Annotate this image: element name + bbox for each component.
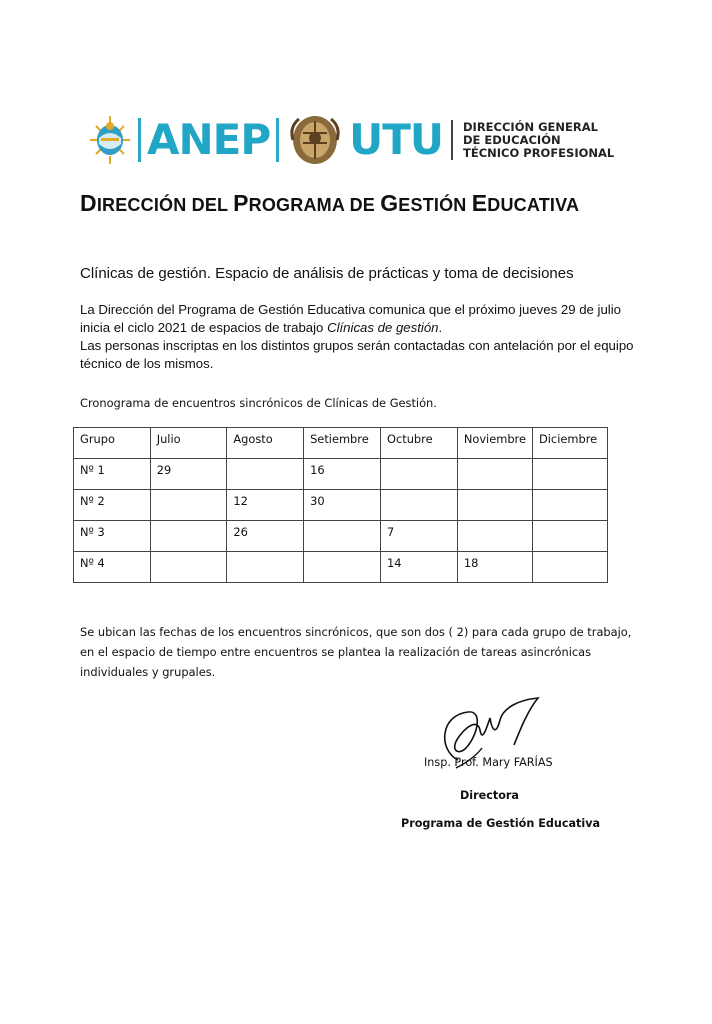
divider: [138, 118, 141, 162]
announcement-paragraph: [80, 301, 640, 373]
table-cell: [533, 552, 608, 583]
table-cell: 29: [150, 459, 227, 490]
dgetp-wordmark: [463, 121, 614, 160]
dgetp-line: TÉCNICO PROFESIONAL: [463, 145, 615, 160]
table-cell: [150, 552, 227, 583]
table-cell: [304, 552, 381, 583]
table-cell: [381, 490, 458, 521]
column-header: Noviembre: [457, 428, 532, 459]
column-header: Grupo: [74, 428, 151, 459]
table-cell: [533, 521, 608, 552]
title-initial: D: [80, 190, 97, 216]
signatory-role: Directora: [460, 789, 519, 802]
table-cell: Nº 2: [74, 490, 151, 521]
table-row: [74, 521, 608, 552]
divider: [276, 118, 279, 162]
announcement-text: .: [438, 320, 443, 335]
page-title: [80, 190, 579, 217]
dgetp-line: DE EDUCACIÓN: [463, 132, 561, 147]
table-cell: 26: [227, 521, 304, 552]
divider: [451, 120, 453, 160]
table-cell: 14: [381, 552, 458, 583]
column-header: Diciembre: [533, 428, 608, 459]
announcement-text: La Dirección del Programa de Gestión Educativa comunica que el próximo jueves 29 de julio inicia el ciclo 2021 de espacios de trabajo: [80, 302, 621, 335]
title-word: ROGRAMA DE: [248, 195, 381, 215]
table-cell: 18: [457, 552, 532, 583]
table-row: [74, 459, 608, 490]
anep-wordmark: ANEP: [147, 115, 271, 164]
table-cell: [227, 459, 304, 490]
title-initial: G: [380, 190, 399, 216]
title-word: IRECCIÓN DEL: [96, 195, 234, 215]
column-header: Setiembre: [304, 428, 381, 459]
table-row: [74, 490, 608, 521]
signatory-name: Insp. Prof. Mary FARÍAS: [424, 756, 553, 769]
table-cell: [533, 459, 608, 490]
title-word: ESTIÓN: [398, 195, 472, 215]
table-cell: [150, 490, 227, 521]
title-word: DUCATIVA: [487, 195, 580, 215]
table-cell: [381, 459, 458, 490]
title-initial: P: [233, 190, 249, 216]
table-cell: [150, 521, 227, 552]
table-cell: [457, 521, 532, 552]
table-cell: [457, 459, 532, 490]
note-paragraph: Se ubican las fechas de los encuentros sincrónicos, que son dos ( 2) para cada grupo de trabajo, en el espacio de tiempo entre encuentros se plantea la realización de tareas asincrónicas individuales y grupales.: [80, 625, 632, 679]
table-cell: [457, 490, 532, 521]
announcement-italic: Clínicas de gestión: [327, 320, 439, 335]
table-row: [74, 552, 608, 583]
uruguay-sun-emblem-icon: [88, 114, 132, 166]
column-header: Julio: [150, 428, 227, 459]
dgetp-line: DIRECCIÓN GENERAL: [463, 119, 598, 134]
table-cell: [304, 521, 381, 552]
signatory-program: Programa de Gestión Educativa: [401, 817, 601, 830]
table-header-row: [74, 428, 608, 459]
announcement-line: [80, 301, 640, 337]
table-cell: 7: [381, 521, 458, 552]
header-logo-bar: [88, 112, 648, 168]
subtitle: Clínicas de gestión. Espacio de análisis de prácticas y toma de decisiones: [80, 265, 574, 282]
table-cell: Nº 4: [74, 552, 151, 583]
schedule-caption: Cronograma de encuentros sincrónicos de Clínicas de Gestión.: [80, 396, 437, 410]
table-cell: 12: [227, 490, 304, 521]
table-cell: 16: [304, 459, 381, 490]
table-cell: [533, 490, 608, 521]
column-header: Octubre: [381, 428, 458, 459]
table-cell: [227, 552, 304, 583]
schedule-table: [73, 427, 608, 583]
announcement-line-2: Las personas inscriptas en los distintos grupos serán contactadas con antelación por el equipo técnico de los mismos.: [80, 338, 634, 371]
utu-crest-icon: [287, 113, 343, 167]
utu-wordmark: UTU: [349, 115, 443, 164]
table-cell: Nº 3: [74, 521, 151, 552]
title-initial: E: [471, 190, 488, 216]
table-cell: Nº 1: [74, 459, 151, 490]
table-cell: 30: [304, 490, 381, 521]
column-header: Agosto: [227, 428, 304, 459]
